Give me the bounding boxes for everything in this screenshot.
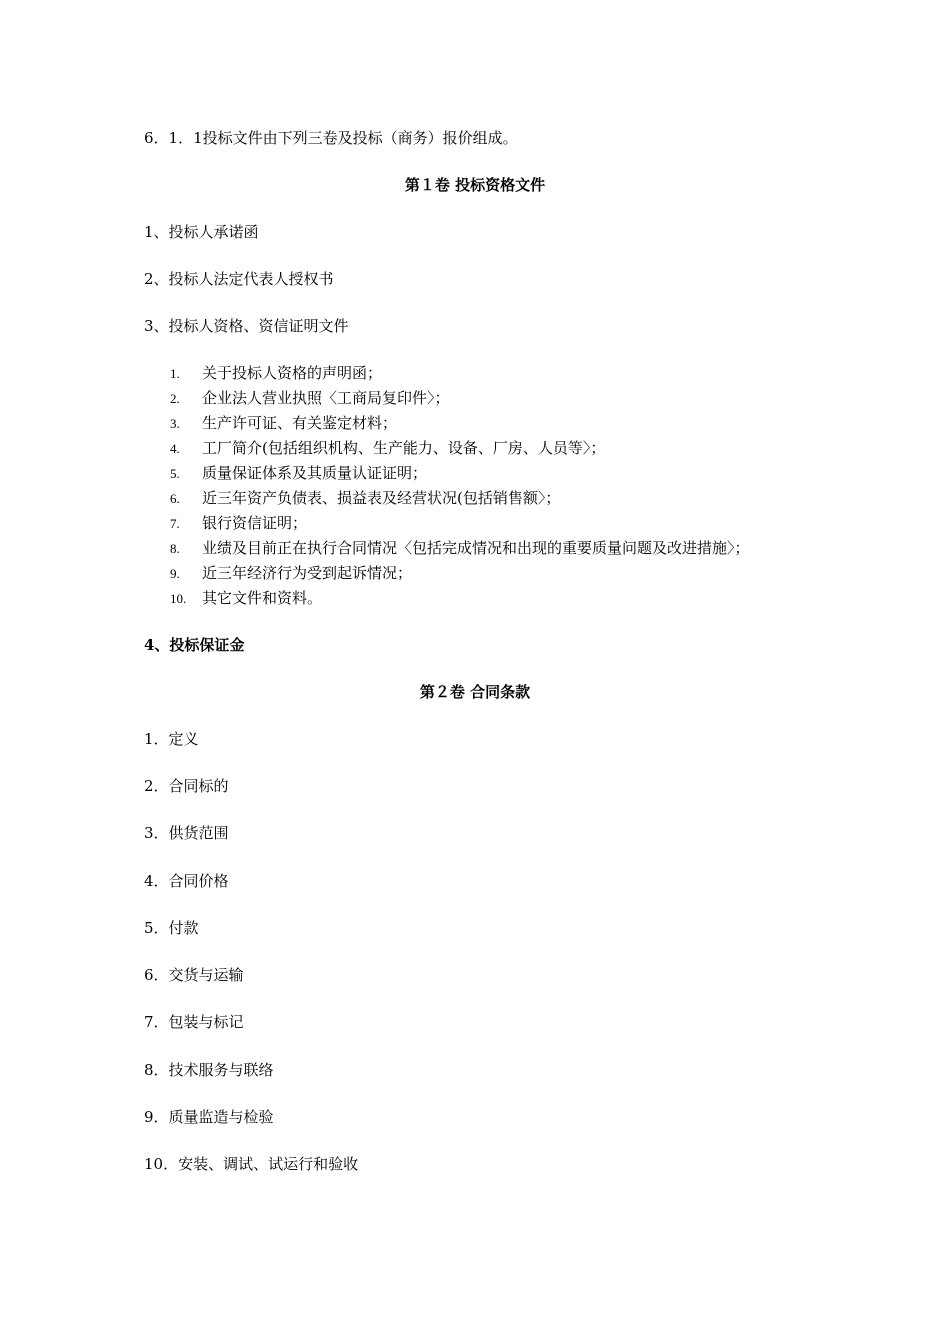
list-item-number: 6. <box>170 491 180 506</box>
list-item-number: 8. <box>170 541 180 556</box>
list-item-number: 2. <box>170 391 180 406</box>
volume2-item-9: 9．质量监造与检验 <box>144 1108 274 1126</box>
list-item-text: 银行资信证明； <box>202 514 308 532</box>
list-item-number: 1. <box>170 366 180 381</box>
list-item-text: 近三年经济行为受到起诉情况； <box>202 564 413 582</box>
volume1-item-3: 3、投标人资格、资信证明文件 <box>144 317 349 335</box>
volume1-item-2: 2、投标人法定代表人授权书 <box>144 270 334 288</box>
list-item <box>170 463 750 488</box>
list-item <box>170 513 750 538</box>
volume2-item-8: 8．技术服务与联络 <box>144 1061 274 1079</box>
volume1-item-1: 1、投标人承诺函 <box>144 223 259 241</box>
list-item-number: 10. <box>170 591 187 606</box>
volume2-item-2: 2．合同标的 <box>144 777 229 795</box>
list-item <box>170 588 750 613</box>
volume2-item-4: 4．合同价格 <box>144 872 229 890</box>
list-item <box>170 363 750 388</box>
list-item-number: 4. <box>170 441 180 456</box>
volume1-title: 第１卷 投标资格文件 <box>404 176 546 194</box>
intro-paragraph: 6．1．1投标文件由下列三卷及投标（商务）报价组成。 <box>144 129 518 147</box>
list-item <box>170 438 750 463</box>
qualification-documents-list <box>170 363 750 613</box>
list-item <box>170 488 750 513</box>
list-item-text: 工厂简介(包括组织机构、生产能力、设备、厂房、人员等〉； <box>202 439 606 457</box>
list-item <box>170 388 750 413</box>
volume2-item-6: 6．交货与运输 <box>144 966 244 984</box>
volume2-title: 第２卷 合同条款 <box>419 683 531 701</box>
volume2-item-7: 7．包装与标记 <box>144 1013 244 1031</box>
list-item-text: 企业法人营业执照〈工商局复印件〉； <box>202 389 450 407</box>
list-item-text: 生产许可证、有关鉴定材料； <box>202 414 398 432</box>
list-item-number: 9. <box>170 566 180 581</box>
list-item-text: 关于投标人资格的声明函； <box>202 364 383 382</box>
list-item-number: 7. <box>170 516 180 531</box>
volume2-item-10: 10．安装、调试、试运行和验收 <box>144 1155 359 1173</box>
list-item-number: 5. <box>170 466 180 481</box>
list-item-text: 近三年资产负债表、损益表及经营状况(包括销售额〉； <box>202 489 561 507</box>
volume2-item-5: 5．付款 <box>144 919 199 937</box>
volume2-item-1: 1．定义 <box>144 730 199 748</box>
list-item-number: 3. <box>170 416 180 431</box>
list-item-text: 业绩及目前正在执行合同情况〈包括完成情况和出现的重要质量问题及改进措施〉； <box>202 539 750 557</box>
list-item <box>170 413 750 438</box>
list-item-text: 质量保证体系及其质量认证证明； <box>202 464 428 482</box>
list-item <box>170 563 750 588</box>
list-item <box>170 538 750 563</box>
list-item-text: 其它文件和资料。 <box>202 589 323 607</box>
volume2-item-3: 3．供货范围 <box>144 824 229 842</box>
volume1-item-4: 4、投标保证金 <box>144 636 245 654</box>
